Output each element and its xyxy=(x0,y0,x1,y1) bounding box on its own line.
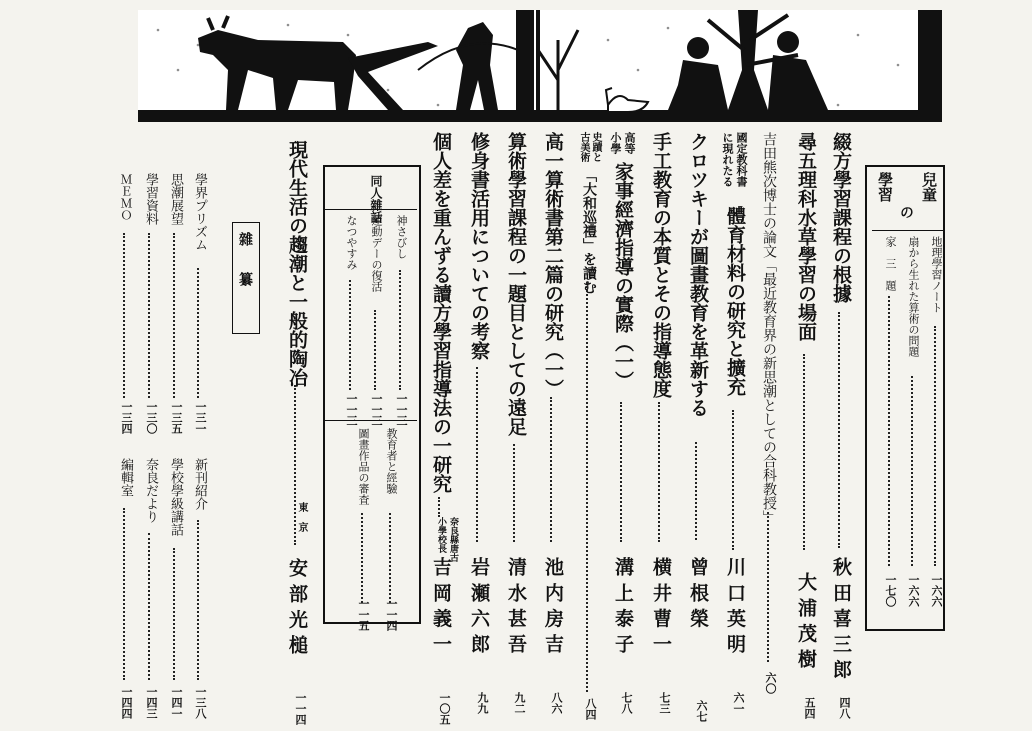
doujin-item: なつやすみ 一一三 xyxy=(345,215,358,426)
toc-entry: 高一算術書第二篇の研究（一） 池 内 房 吉 八六 xyxy=(542,132,564,714)
jidou-item: 扇から生れた算術の問題 一六六 xyxy=(907,236,920,607)
toc-entry: 尋五理科水草學習の場面 大 浦 茂 樹 五四 xyxy=(795,132,817,719)
jidou-item: 家 三 題 一七〇 xyxy=(884,236,897,607)
jidou-heading-3: 學習 xyxy=(876,172,894,202)
jidou-heading-1: 兒童 xyxy=(920,172,938,202)
toc-entry: 史蹟と 古美術 「大和巡禮」を讀む 八四 xyxy=(578,132,601,720)
doujin-heading: 同人雜話 xyxy=(369,175,383,223)
zatsuroku-item: 學校學級講話 一四一 xyxy=(168,458,183,719)
zatsuroku-item: 學界プリズム 一三一 xyxy=(192,173,207,434)
doujin-item: 教育者と經驗 一一四 xyxy=(385,428,398,631)
zatsuroku-item: 新刊紹介 一三八 xyxy=(192,458,207,719)
zatsuroku-item: 學習資料 一三〇 xyxy=(143,173,158,434)
toc-entry: 個人差を重んずる讀方學習指導法の一研究 奈良縣唐古 小學校長 吉 岡 義 一 一〇五 xyxy=(430,132,458,725)
toc-entry: 算術學習課程の一題目としての遠足 清 水 甚 吾 九二 xyxy=(505,132,527,714)
zatsuroku-heading: 雜 纂 xyxy=(237,232,253,292)
doujin-item: 圖畫作品の審査 一一五 xyxy=(357,428,370,631)
jidou-item: 地理學習ノート 一六六 xyxy=(930,236,943,607)
toc-entry: 修身書活用についての考察 岩 瀬 六 郎 九九 xyxy=(468,132,490,714)
toc-entry: 高等 小學 家事經濟指導の實際（一） 溝 上 泰 子 七八 xyxy=(609,132,636,714)
jidou-heading-2: の xyxy=(898,205,914,219)
doujin-item: 運動デーの復活 一一三 xyxy=(370,215,383,426)
toc-entry: 國定教科書 に現れたる 體育材料の研究と擴充 川 口 英 明 六一 xyxy=(721,132,748,714)
zatsuroku-item: 編輯室 一四四 xyxy=(118,458,133,719)
zatsuroku-item: ＭＥＭＯ 一三四 xyxy=(119,173,133,434)
jidou-heading-frame xyxy=(872,166,944,231)
toc-entry: クロツキーが圖畫教育を革新する 曾 根 榮 六七 xyxy=(687,132,709,722)
doujin-item: 神さびし 一一三 xyxy=(395,215,408,426)
zatsuroku-item: 奈良だより 一四三 xyxy=(143,458,158,719)
feature-entry: 現代生活の趨潮と一般的陶冶 東 京 安 部 光 槌 一一四 xyxy=(286,140,308,725)
banner-illustration xyxy=(138,10,942,122)
toc-entry: 吉田熊次博士の論文「最近教育界の新思潮としての合科教授」 六〇 xyxy=(761,132,777,694)
toc-entry: 手工教育の本質とその指導態度 横 井 曹 一 七三 xyxy=(650,132,672,714)
zatsuroku-item: 思潮展望 一三五 xyxy=(168,173,183,434)
toc-entry: 綴方學習課程の根據 秋 田 喜 三 郎 四八 xyxy=(830,132,852,719)
